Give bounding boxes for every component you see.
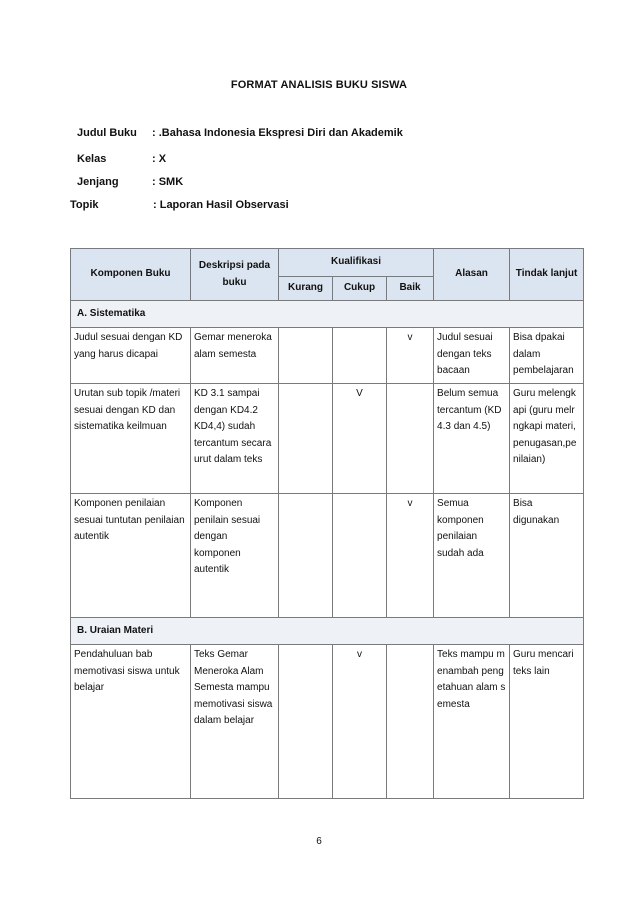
header-kualifikasi: Kualifikasi <box>279 249 434 277</box>
cell-komponen: Judul sesuai dengan KD yang harus dicapai <box>71 328 191 384</box>
meta-label: Jenjang <box>77 176 119 188</box>
meta-value: : SMK <box>152 176 184 188</box>
cell-cukup: V <box>333 384 387 494</box>
table-row <box>71 384 584 494</box>
cell-kurang <box>279 645 333 799</box>
cell-cukup <box>333 494 387 618</box>
cell-komponen: Komponen penilaian sesuai tuntutan penilaian autentik <box>71 494 191 618</box>
cell-alasan: Judul sesuai dengan teks bacaan <box>434 328 510 384</box>
section-row <box>71 301 584 328</box>
table-row <box>71 494 584 618</box>
page-number: 6 <box>316 836 322 847</box>
section-title: A. Sistematika <box>71 301 584 328</box>
section-row <box>71 618 584 645</box>
meta-label: Kelas <box>77 153 107 165</box>
cell-cukup: v <box>333 645 387 799</box>
cell-kurang <box>279 328 333 384</box>
meta-value: : X <box>152 153 167 165</box>
cell-tindak-lanjut: Guru melengkapi (guru melrngkapi materi,penugasan,penilaian) <box>510 384 584 494</box>
cell-tindak-lanjut: Bisa dpakai dalam pembelajaran <box>510 328 584 384</box>
cell-deskripsi: Gemar meneroka alam semesta <box>191 328 279 384</box>
analysis-table <box>70 248 584 799</box>
header-kurang: Kurang <box>279 277 333 301</box>
cell-tindak-lanjut: Bisa digunakan <box>510 494 584 618</box>
table-row <box>71 328 584 384</box>
cell-baik <box>387 645 434 799</box>
cell-deskripsi: KD 3.1 sampai dengan KD4.2 KD4,4) sudah tercantum secara urut dalam teks <box>191 384 279 494</box>
document-title: FORMAT ANALISIS BUKU SISWA <box>230 79 408 91</box>
header-komponen: Komponen Buku <box>71 249 191 301</box>
cell-kurang <box>279 384 333 494</box>
header-deskripsi: Deskripsi pada buku <box>191 249 279 301</box>
header-cukup: Cukup <box>333 277 387 301</box>
cell-alasan: Belum semua tercantum (KD 4.3 dan 4.5) <box>434 384 510 494</box>
cell-komponen: Urutan sub topik /materi sesuai dengan KD dan sistematika keilmuan <box>71 384 191 494</box>
cell-baik: v <box>387 494 434 618</box>
section-title: B. Uraian Materi <box>71 618 584 645</box>
cell-deskripsi: Komponen penilain sesuai dengan komponen autentik <box>191 494 279 618</box>
cell-baik: v <box>387 328 434 384</box>
meta-value: : Laporan Hasil Observasi <box>153 199 289 211</box>
meta-label: Judul Buku <box>77 127 137 139</box>
meta-value: : .Bahasa Indonesia Ekspresi Diri dan Akademik <box>152 127 403 139</box>
cell-tindak-lanjut: Guru mencari teks lain <box>510 645 584 799</box>
cell-kurang <box>279 494 333 618</box>
cell-deskripsi: Teks Gemar Meneroka Alam Semesta mampu memotivasi siswa dalam belajar <box>191 645 279 799</box>
table-row <box>71 645 584 799</box>
cell-cukup <box>333 328 387 384</box>
cell-komponen: Pendahuluan bab memotivasi siswa untuk belajar <box>71 645 191 799</box>
meta-label: Topik <box>70 199 99 211</box>
header-baik: Baik <box>387 277 434 301</box>
cell-baik <box>387 384 434 494</box>
cell-alasan: Teks mampu menambah pengetahuan alam semesta <box>434 645 510 799</box>
header-tindak-lanjut: Tindak lanjut <box>510 249 584 301</box>
header-alasan: Alasan <box>434 249 510 301</box>
cell-alasan: Semua komponen penilaian sudah ada <box>434 494 510 618</box>
